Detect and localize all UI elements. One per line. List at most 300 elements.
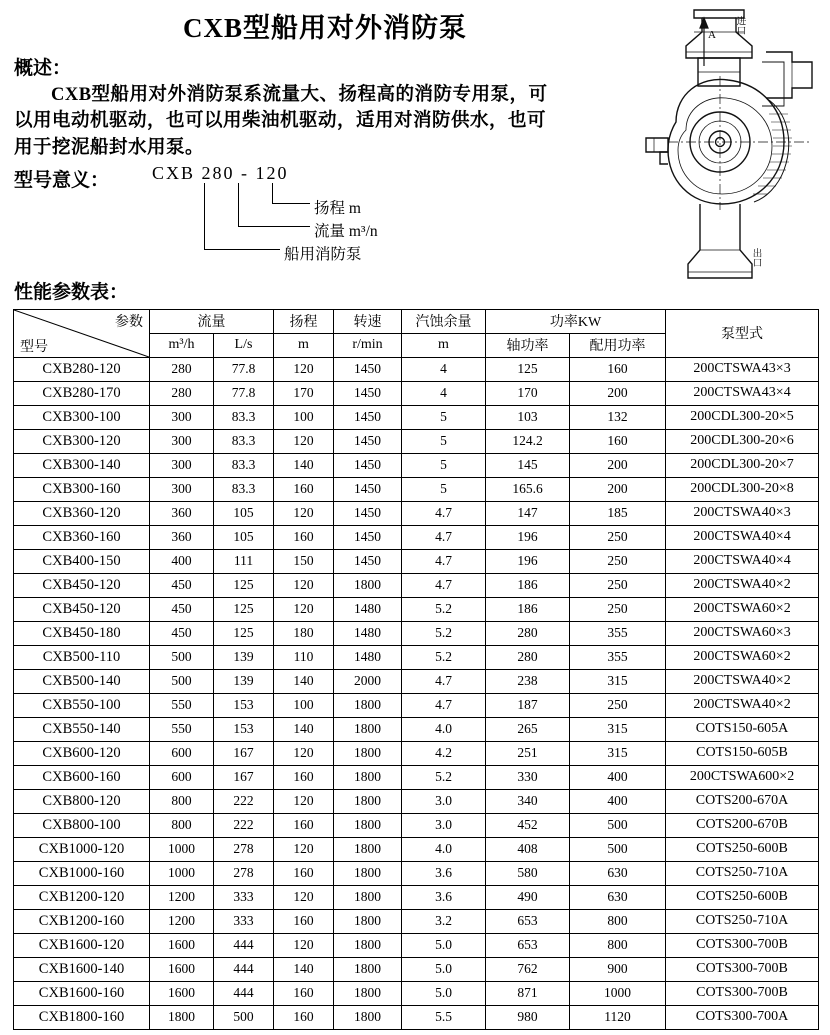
cell-npsh: 5.5 <box>402 1005 486 1029</box>
cell-pump-type: COTS250-600B <box>666 837 819 861</box>
cell-speed: 1480 <box>334 645 402 669</box>
cell-motor-power: 400 <box>570 789 666 813</box>
cell-speed: 1800 <box>334 957 402 981</box>
cell-motor-power: 132 <box>570 405 666 429</box>
cell-flow-ls: 105 <box>214 525 274 549</box>
cell-flow-ls: 500 <box>214 1005 274 1029</box>
cell-flow-m3h: 550 <box>150 693 214 717</box>
leader-line-vertical-1 <box>272 183 273 203</box>
cell-head: 180 <box>274 621 334 645</box>
cell-motor-power: 355 <box>570 645 666 669</box>
cell-shaft-power: 980 <box>486 1005 570 1029</box>
cell-speed: 1450 <box>334 429 402 453</box>
cell-flow-m3h: 1000 <box>150 837 214 861</box>
cell-flow-m3h: 280 <box>150 381 214 405</box>
cell-model: CXB500-140 <box>14 669 150 693</box>
cell-npsh: 4 <box>402 357 486 381</box>
cell-flow-ls: 83.3 <box>214 477 274 501</box>
cell-head: 120 <box>274 837 334 861</box>
cell-npsh: 3.0 <box>402 789 486 813</box>
header-npsh: 汽蚀余量 <box>402 309 486 333</box>
cell-head: 140 <box>274 669 334 693</box>
table-row <box>14 789 819 813</box>
table-row <box>14 813 819 837</box>
page-title: CXB型船用对外消防泵 <box>182 13 467 43</box>
cell-shaft-power: 251 <box>486 741 570 765</box>
cell-flow-m3h: 280 <box>150 357 214 381</box>
cell-motor-power: 200 <box>570 381 666 405</box>
cell-npsh: 3.2 <box>402 909 486 933</box>
cell-npsh: 4.0 <box>402 837 486 861</box>
table-header-row-1 <box>14 309 819 333</box>
cell-speed: 1800 <box>334 789 402 813</box>
cell-speed: 1800 <box>334 981 402 1005</box>
header-flow: 流量 <box>150 309 274 333</box>
cell-head: 160 <box>274 765 334 789</box>
table-row <box>14 837 819 861</box>
cell-npsh: 3.6 <box>402 885 486 909</box>
cell-flow-m3h: 600 <box>150 741 214 765</box>
table-row <box>14 549 819 573</box>
table-row <box>14 717 819 741</box>
cell-speed: 1450 <box>334 381 402 405</box>
cell-speed: 1800 <box>334 861 402 885</box>
cell-pump-type: 200CTSWA40×4 <box>666 549 819 573</box>
cell-head: 150 <box>274 549 334 573</box>
cell-speed: 1800 <box>334 885 402 909</box>
cell-head: 100 <box>274 693 334 717</box>
cell-model: CXB300-160 <box>14 477 150 501</box>
cell-flow-m3h: 300 <box>150 405 214 429</box>
cell-model: CXB450-120 <box>14 597 150 621</box>
cell-npsh: 5.2 <box>402 597 486 621</box>
cell-shaft-power: 340 <box>486 789 570 813</box>
performance-table-body <box>14 357 819 1029</box>
cell-flow-ls: 111 <box>214 549 274 573</box>
cell-head: 160 <box>274 477 334 501</box>
cell-flow-ls: 125 <box>214 573 274 597</box>
cell-flow-m3h: 450 <box>150 621 214 645</box>
cell-motor-power: 250 <box>570 573 666 597</box>
cell-flow-m3h: 300 <box>150 453 214 477</box>
model-label-head: 扬程 m <box>314 199 361 217</box>
cell-npsh: 5.2 <box>402 765 486 789</box>
cell-speed: 1800 <box>334 837 402 861</box>
cell-npsh: 5.0 <box>402 933 486 957</box>
cell-npsh: 5.2 <box>402 621 486 645</box>
cell-head: 100 <box>274 405 334 429</box>
cell-speed: 1480 <box>334 597 402 621</box>
cell-motor-power: 185 <box>570 501 666 525</box>
cell-head: 160 <box>274 813 334 837</box>
performance-table <box>13 309 819 1030</box>
header-head-unit: m <box>274 333 334 357</box>
cell-head: 140 <box>274 453 334 477</box>
cell-motor-power: 250 <box>570 693 666 717</box>
model-label-flow: 流量 m³/n <box>314 222 378 240</box>
cell-head: 120 <box>274 501 334 525</box>
cell-pump-type: 200CTSWA43×4 <box>666 381 819 405</box>
cell-motor-power: 1000 <box>570 981 666 1005</box>
cell-flow-ls: 333 <box>214 909 274 933</box>
cell-model: CXB550-140 <box>14 717 150 741</box>
table-row <box>14 381 819 405</box>
cell-pump-type: 200CDL300-20×8 <box>666 477 819 501</box>
cell-model: CXB1800-160 <box>14 1005 150 1029</box>
table-row <box>14 693 819 717</box>
cell-shaft-power: 186 <box>486 597 570 621</box>
cell-flow-m3h: 1600 <box>150 933 214 957</box>
cell-shaft-power: 280 <box>486 645 570 669</box>
cell-model: CXB500-110 <box>14 645 150 669</box>
model-meaning-heading: 型号意义： <box>14 169 110 191</box>
cell-model: CXB300-120 <box>14 429 150 453</box>
cell-flow-ls: 222 <box>214 789 274 813</box>
header-param-label: 参数 <box>115 314 143 330</box>
leader-line-horizontal-3 <box>204 249 280 250</box>
cell-npsh: 4.7 <box>402 573 486 597</box>
cell-flow-ls: 444 <box>214 957 274 981</box>
cell-model: CXB1200-160 <box>14 909 150 933</box>
cell-shaft-power: 280 <box>486 621 570 645</box>
cell-flow-m3h: 450 <box>150 573 214 597</box>
cell-shaft-power: 871 <box>486 981 570 1005</box>
cell-npsh: 5 <box>402 405 486 429</box>
cell-motor-power: 160 <box>570 357 666 381</box>
cell-head: 120 <box>274 789 334 813</box>
cell-model: CXB450-180 <box>14 621 150 645</box>
cell-model: CXB1200-120 <box>14 885 150 909</box>
cell-npsh: 3.0 <box>402 813 486 837</box>
cell-flow-m3h: 1800 <box>150 1005 214 1029</box>
cell-motor-power: 500 <box>570 837 666 861</box>
cell-motor-power: 630 <box>570 885 666 909</box>
cell-flow-m3h: 550 <box>150 717 214 741</box>
header-power: 功率KW <box>486 309 666 333</box>
cell-npsh: 5 <box>402 477 486 501</box>
cell-npsh: 3.6 <box>402 861 486 885</box>
table-row <box>14 477 819 501</box>
table-row <box>14 357 819 381</box>
cell-motor-power: 1120 <box>570 1005 666 1029</box>
leader-line-horizontal-2 <box>238 226 310 227</box>
cell-flow-m3h: 1200 <box>150 909 214 933</box>
cell-npsh: 5.0 <box>402 981 486 1005</box>
cell-head: 140 <box>274 957 334 981</box>
cell-pump-type: COTS250-600B <box>666 885 819 909</box>
table-row <box>14 885 819 909</box>
cell-speed: 1450 <box>334 549 402 573</box>
cell-shaft-power: 125 <box>486 357 570 381</box>
cell-flow-ls: 333 <box>214 885 274 909</box>
cell-model: CXB1600-160 <box>14 981 150 1005</box>
cell-head: 160 <box>274 1005 334 1029</box>
cell-head: 120 <box>274 357 334 381</box>
table-row <box>14 645 819 669</box>
cell-flow-ls: 167 <box>214 741 274 765</box>
cell-npsh: 4.2 <box>402 741 486 765</box>
cell-pump-type: COTS150-605A <box>666 717 819 741</box>
header-shaft-power: 轴功率 <box>486 333 570 357</box>
cell-motor-power: 315 <box>570 717 666 741</box>
cell-flow-ls: 153 <box>214 717 274 741</box>
cell-head: 120 <box>274 573 334 597</box>
cell-npsh: 4.7 <box>402 693 486 717</box>
cell-shaft-power: 147 <box>486 501 570 525</box>
cell-motor-power: 250 <box>570 525 666 549</box>
table-row <box>14 861 819 885</box>
cell-pump-type: COTS150-605B <box>666 741 819 765</box>
header-speed-unit: r/min <box>334 333 402 357</box>
cell-flow-m3h: 450 <box>150 597 214 621</box>
cell-flow-m3h: 600 <box>150 765 214 789</box>
cell-speed: 1800 <box>334 717 402 741</box>
table-row <box>14 429 819 453</box>
cell-flow-m3h: 1600 <box>150 957 214 981</box>
cell-speed: 1450 <box>334 453 402 477</box>
cell-shaft-power: 580 <box>486 861 570 885</box>
cell-head: 120 <box>274 741 334 765</box>
overview-text: CXB型船用对外消防泵系流量大、扬程高的消防专用泵，可以用电动机驱动，也可以用柴油机驱动，适用对消防供水，也可用于挖泥船封水用泵。 <box>14 85 548 158</box>
cell-shaft-power: 186 <box>486 573 570 597</box>
cell-head: 120 <box>274 597 334 621</box>
header-corner-cell <box>14 309 150 357</box>
cell-motor-power: 355 <box>570 621 666 645</box>
cell-flow-m3h: 1000 <box>150 861 214 885</box>
overview-heading: 概述： <box>14 58 72 79</box>
leader-line-vertical-2 <box>238 183 239 226</box>
cell-model: CXB550-100 <box>14 693 150 717</box>
cell-pump-type: 200CTSWA40×3 <box>666 501 819 525</box>
cell-npsh: 5.2 <box>402 645 486 669</box>
cell-flow-ls: 167 <box>214 765 274 789</box>
cell-flow-m3h: 360 <box>150 525 214 549</box>
cell-flow-ls: 125 <box>214 621 274 645</box>
cell-speed: 1800 <box>334 741 402 765</box>
cell-flow-m3h: 360 <box>150 501 214 525</box>
cell-npsh: 5.0 <box>402 957 486 981</box>
cell-flow-m3h: 1200 <box>150 885 214 909</box>
table-row <box>14 597 819 621</box>
cell-model: CXB360-160 <box>14 525 150 549</box>
cell-pump-type: 200CTSWA60×3 <box>666 621 819 645</box>
cell-npsh: 5 <box>402 429 486 453</box>
leader-line-vertical-3 <box>204 183 205 249</box>
cell-model: CXB400-150 <box>14 549 150 573</box>
cell-speed: 1480 <box>334 621 402 645</box>
header-head: 扬程 <box>274 309 334 333</box>
cell-shaft-power: 170 <box>486 381 570 405</box>
cell-flow-m3h: 300 <box>150 477 214 501</box>
cell-flow-ls: 77.8 <box>214 357 274 381</box>
cell-speed: 1450 <box>334 357 402 381</box>
header-flow-unit-ls: L/s <box>214 333 274 357</box>
cell-shaft-power: 145 <box>486 453 570 477</box>
cell-motor-power: 900 <box>570 957 666 981</box>
pump-drawing-figure <box>616 2 826 287</box>
cell-flow-m3h: 400 <box>150 549 214 573</box>
cell-speed: 1800 <box>334 765 402 789</box>
cell-speed: 1800 <box>334 933 402 957</box>
table-row <box>14 501 819 525</box>
cell-npsh: 5 <box>402 453 486 477</box>
cell-model: CXB1000-120 <box>14 837 150 861</box>
table-row <box>14 405 819 429</box>
cell-npsh: 4.7 <box>402 525 486 549</box>
model-meaning-block <box>14 161 574 271</box>
cell-npsh: 4.0 <box>402 717 486 741</box>
cell-pump-type: COTS300-700B <box>666 981 819 1005</box>
header-flow-unit-m3h: m³/h <box>150 333 214 357</box>
leader-line-horizontal-1 <box>272 203 310 204</box>
model-label-pumptype: 船用消防泵 <box>284 245 362 263</box>
cell-head: 120 <box>274 885 334 909</box>
cell-model: CXB450-120 <box>14 573 150 597</box>
table-row <box>14 933 819 957</box>
header-motor-power: 配用功率 <box>570 333 666 357</box>
table-row <box>14 765 819 789</box>
cell-motor-power: 630 <box>570 861 666 885</box>
cell-model: CXB1600-120 <box>14 933 150 957</box>
cell-motor-power: 200 <box>570 477 666 501</box>
cell-npsh: 4 <box>402 381 486 405</box>
cell-head: 120 <box>274 933 334 957</box>
cell-flow-m3h: 1600 <box>150 981 214 1005</box>
cell-pump-type: COTS300-700A <box>666 1005 819 1029</box>
cell-flow-ls: 77.8 <box>214 381 274 405</box>
cell-pump-type: 200CDL300-20×5 <box>666 405 819 429</box>
cell-flow-m3h: 500 <box>150 645 214 669</box>
cell-motor-power: 250 <box>570 597 666 621</box>
header-model-label: 型号 <box>20 339 48 355</box>
cell-motor-power: 250 <box>570 549 666 573</box>
cell-npsh: 4.7 <box>402 549 486 573</box>
cell-head: 170 <box>274 381 334 405</box>
cell-flow-ls: 444 <box>214 933 274 957</box>
cell-pump-type: COTS250-710A <box>666 861 819 885</box>
cell-pump-type: COTS200-670B <box>666 813 819 837</box>
cell-shaft-power: 762 <box>486 957 570 981</box>
cell-pump-type: 200CTSWA60×2 <box>666 597 819 621</box>
cell-shaft-power: 196 <box>486 525 570 549</box>
table-row <box>14 981 819 1005</box>
cell-motor-power: 800 <box>570 933 666 957</box>
cell-head: 120 <box>274 429 334 453</box>
cell-head: 110 <box>274 645 334 669</box>
cell-speed: 1450 <box>334 477 402 501</box>
cell-flow-ls: 139 <box>214 669 274 693</box>
table-row <box>14 741 819 765</box>
cell-flow-ls: 105 <box>214 501 274 525</box>
cell-model: CXB280-120 <box>14 357 150 381</box>
cell-flow-ls: 278 <box>214 861 274 885</box>
cell-shaft-power: 103 <box>486 405 570 429</box>
figure-inlet-label: 进口 <box>734 16 746 35</box>
cell-npsh: 4.7 <box>402 501 486 525</box>
cell-model: CXB600-120 <box>14 741 150 765</box>
cell-pump-type: COTS300-700B <box>666 957 819 981</box>
cell-flow-ls: 83.3 <box>214 453 274 477</box>
cell-shaft-power: 124.2 <box>486 429 570 453</box>
table-row <box>14 957 819 981</box>
cell-pump-type: 200CDL300-20×6 <box>666 429 819 453</box>
cell-shaft-power: 165.6 <box>486 477 570 501</box>
cell-model: CXB360-120 <box>14 501 150 525</box>
cell-flow-ls: 83.3 <box>214 429 274 453</box>
cell-pump-type: 200CTSWA600×2 <box>666 765 819 789</box>
cell-motor-power: 315 <box>570 669 666 693</box>
cell-speed: 1800 <box>334 813 402 837</box>
cell-model: CXB300-140 <box>14 453 150 477</box>
cell-flow-m3h: 500 <box>150 669 214 693</box>
cell-head: 160 <box>274 861 334 885</box>
table-row <box>14 621 819 645</box>
table-row <box>14 573 819 597</box>
cell-speed: 1450 <box>334 501 402 525</box>
table-row <box>14 453 819 477</box>
cell-shaft-power: 452 <box>486 813 570 837</box>
cell-pump-type: 200CTSWA43×3 <box>666 357 819 381</box>
table-row <box>14 909 819 933</box>
cell-speed: 1800 <box>334 1005 402 1029</box>
cell-motor-power: 500 <box>570 813 666 837</box>
cell-model: CXB280-170 <box>14 381 150 405</box>
header-pump-type: 泵型式 <box>666 309 819 357</box>
cell-shaft-power: 196 <box>486 549 570 573</box>
cell-flow-m3h: 300 <box>150 429 214 453</box>
performance-table-heading: 性能参数表： <box>14 281 129 303</box>
header-speed: 转速 <box>334 309 402 333</box>
cell-shaft-power: 238 <box>486 669 570 693</box>
cell-shaft-power: 490 <box>486 885 570 909</box>
cell-pump-type: 200CDL300-20×7 <box>666 453 819 477</box>
cell-model: CXB800-100 <box>14 813 150 837</box>
cell-motor-power: 200 <box>570 453 666 477</box>
cell-pump-type: 200CTSWA40×2 <box>666 693 819 717</box>
pump-svg <box>616 2 826 287</box>
cell-pump-type: COTS300-700B <box>666 933 819 957</box>
cell-motor-power: 400 <box>570 765 666 789</box>
cell-speed: 1450 <box>334 405 402 429</box>
table-row <box>14 525 819 549</box>
cell-pump-type: 200CTSWA40×2 <box>666 573 819 597</box>
cell-shaft-power: 653 <box>486 933 570 957</box>
cell-shaft-power: 187 <box>486 693 570 717</box>
cell-flow-m3h: 800 <box>150 789 214 813</box>
cell-model: CXB1600-140 <box>14 957 150 981</box>
cell-flow-ls: 278 <box>214 837 274 861</box>
cell-pump-type: COTS250-710A <box>666 909 819 933</box>
table-row <box>14 669 819 693</box>
cell-motor-power: 800 <box>570 909 666 933</box>
cell-model: CXB1000-160 <box>14 861 150 885</box>
cell-shaft-power: 265 <box>486 717 570 741</box>
cell-head: 160 <box>274 909 334 933</box>
model-code-sample: CXB 280 - 120 <box>152 162 289 183</box>
cell-shaft-power: 653 <box>486 909 570 933</box>
cell-model: CXB300-100 <box>14 405 150 429</box>
cell-head: 140 <box>274 717 334 741</box>
cell-model: CXB600-160 <box>14 765 150 789</box>
cell-flow-ls: 222 <box>214 813 274 837</box>
cell-flow-ls: 444 <box>214 981 274 1005</box>
cell-flow-ls: 139 <box>214 645 274 669</box>
cell-shaft-power: 330 <box>486 765 570 789</box>
cell-npsh: 4.7 <box>402 669 486 693</box>
cell-motor-power: 160 <box>570 429 666 453</box>
cell-motor-power: 315 <box>570 741 666 765</box>
cell-pump-type: 200CTSWA40×4 <box>666 525 819 549</box>
